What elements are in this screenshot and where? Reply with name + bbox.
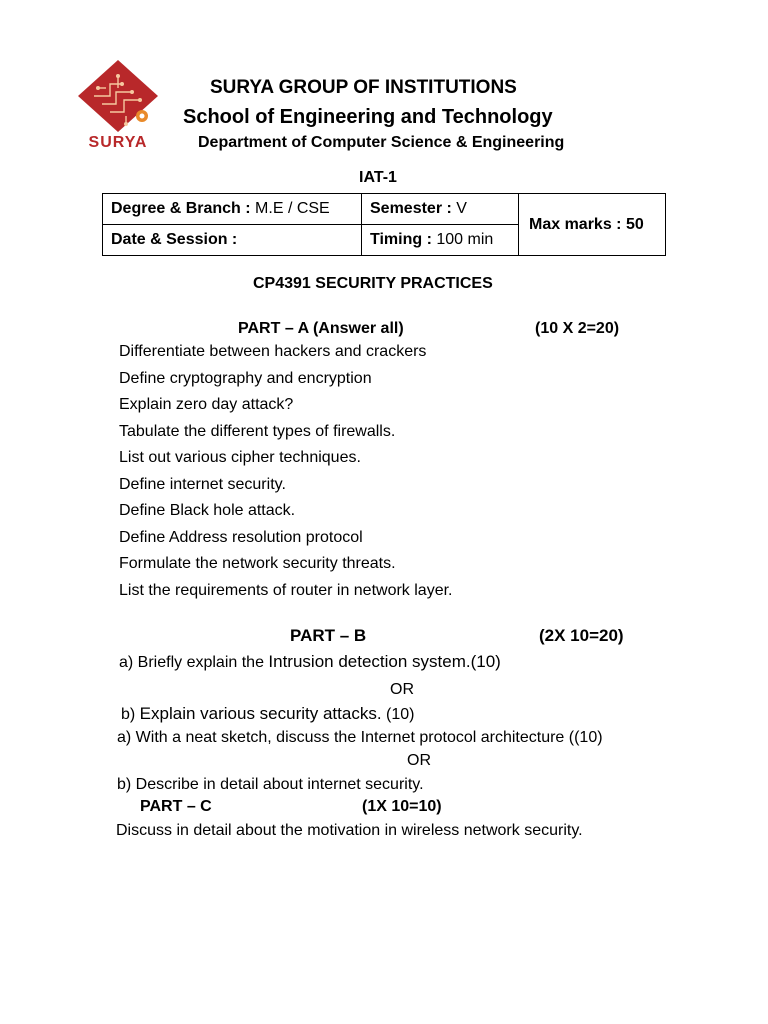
part-a-question: Formulate the network security threats. <box>119 555 396 572</box>
timing-cell <box>362 225 519 256</box>
or-separator: OR <box>407 752 431 769</box>
part-a-question: Define Black hole attack. <box>119 502 296 519</box>
part-b-q2a: a) With a neat sketch, discuss the Internet protocol architecture ((10) <box>117 729 603 746</box>
part-a-question: List out various cipher techniques. <box>119 449 361 466</box>
department-name: Department of Computer Science & Engineering <box>198 134 565 151</box>
timing-value: 100 min <box>436 231 494 248</box>
part-b-marks: (2X 10=20) <box>539 626 624 645</box>
degree-cell <box>103 194 362 225</box>
part-c-heading: PART – C <box>140 798 212 815</box>
part-c-question: Discuss in detail about the motivation in wireless network security. <box>116 822 583 839</box>
institution-name: SURYA GROUP OF INSTITUTIONS <box>210 77 517 98</box>
part-b-q1b <box>121 704 414 724</box>
or-separator: OR <box>390 681 414 698</box>
school-name: School of Engineering and Technology <box>183 106 553 128</box>
logo-wordmark: SURYA <box>88 134 148 151</box>
part-a-question: Tabulate the different types of firewalls. <box>119 423 396 440</box>
part-a-marks: (10 X 2=20) <box>535 320 620 337</box>
exam-name: IAT-1 <box>359 169 397 186</box>
course-title: CP4391 SECURITY PRACTICES <box>253 275 493 292</box>
part-b-heading: PART – B <box>290 626 367 645</box>
semester-value: V <box>456 200 467 217</box>
semester-label: Semester : <box>370 200 452 217</box>
part-b-q1a <box>119 652 501 672</box>
part-b-q1a-main: Intrusion detection system.(10) <box>268 652 501 671</box>
semester-cell <box>362 194 519 225</box>
part-a-question: Define cryptography and encryption <box>119 370 372 387</box>
exam-info-table <box>102 193 666 256</box>
degree-value: M.E / CSE <box>255 200 330 217</box>
part-b-q1b-prefix: b) <box>121 706 140 723</box>
date-session-label: Date & Session : <box>103 225 362 256</box>
part-a-question: List the requirements of router in network layer. <box>119 582 453 599</box>
part-a-question: Differentiate between hackers and crackers <box>119 343 427 360</box>
part-b-q1b-main: Explain various security attacks. <box>139 704 382 723</box>
degree-label: Degree & Branch : <box>111 200 251 217</box>
part-b-q1a-prefix: a) Briefly explain the <box>119 654 269 671</box>
timing-label: Timing : <box>370 231 432 248</box>
part-b-q2b: b) Describe in detail about internet security. <box>117 776 424 793</box>
part-a-question: Explain zero day attack? <box>119 396 294 413</box>
max-marks: Max marks : 50 <box>519 194 666 256</box>
part-a-question: Define internet security. <box>119 476 286 493</box>
part-c-marks: (1X 10=10) <box>362 798 442 815</box>
part-a-question: Define Address resolution protocol <box>119 529 363 546</box>
part-a-heading: PART – A (Answer all) <box>238 320 404 337</box>
part-b-q1b-suffix: (10) <box>381 706 415 723</box>
